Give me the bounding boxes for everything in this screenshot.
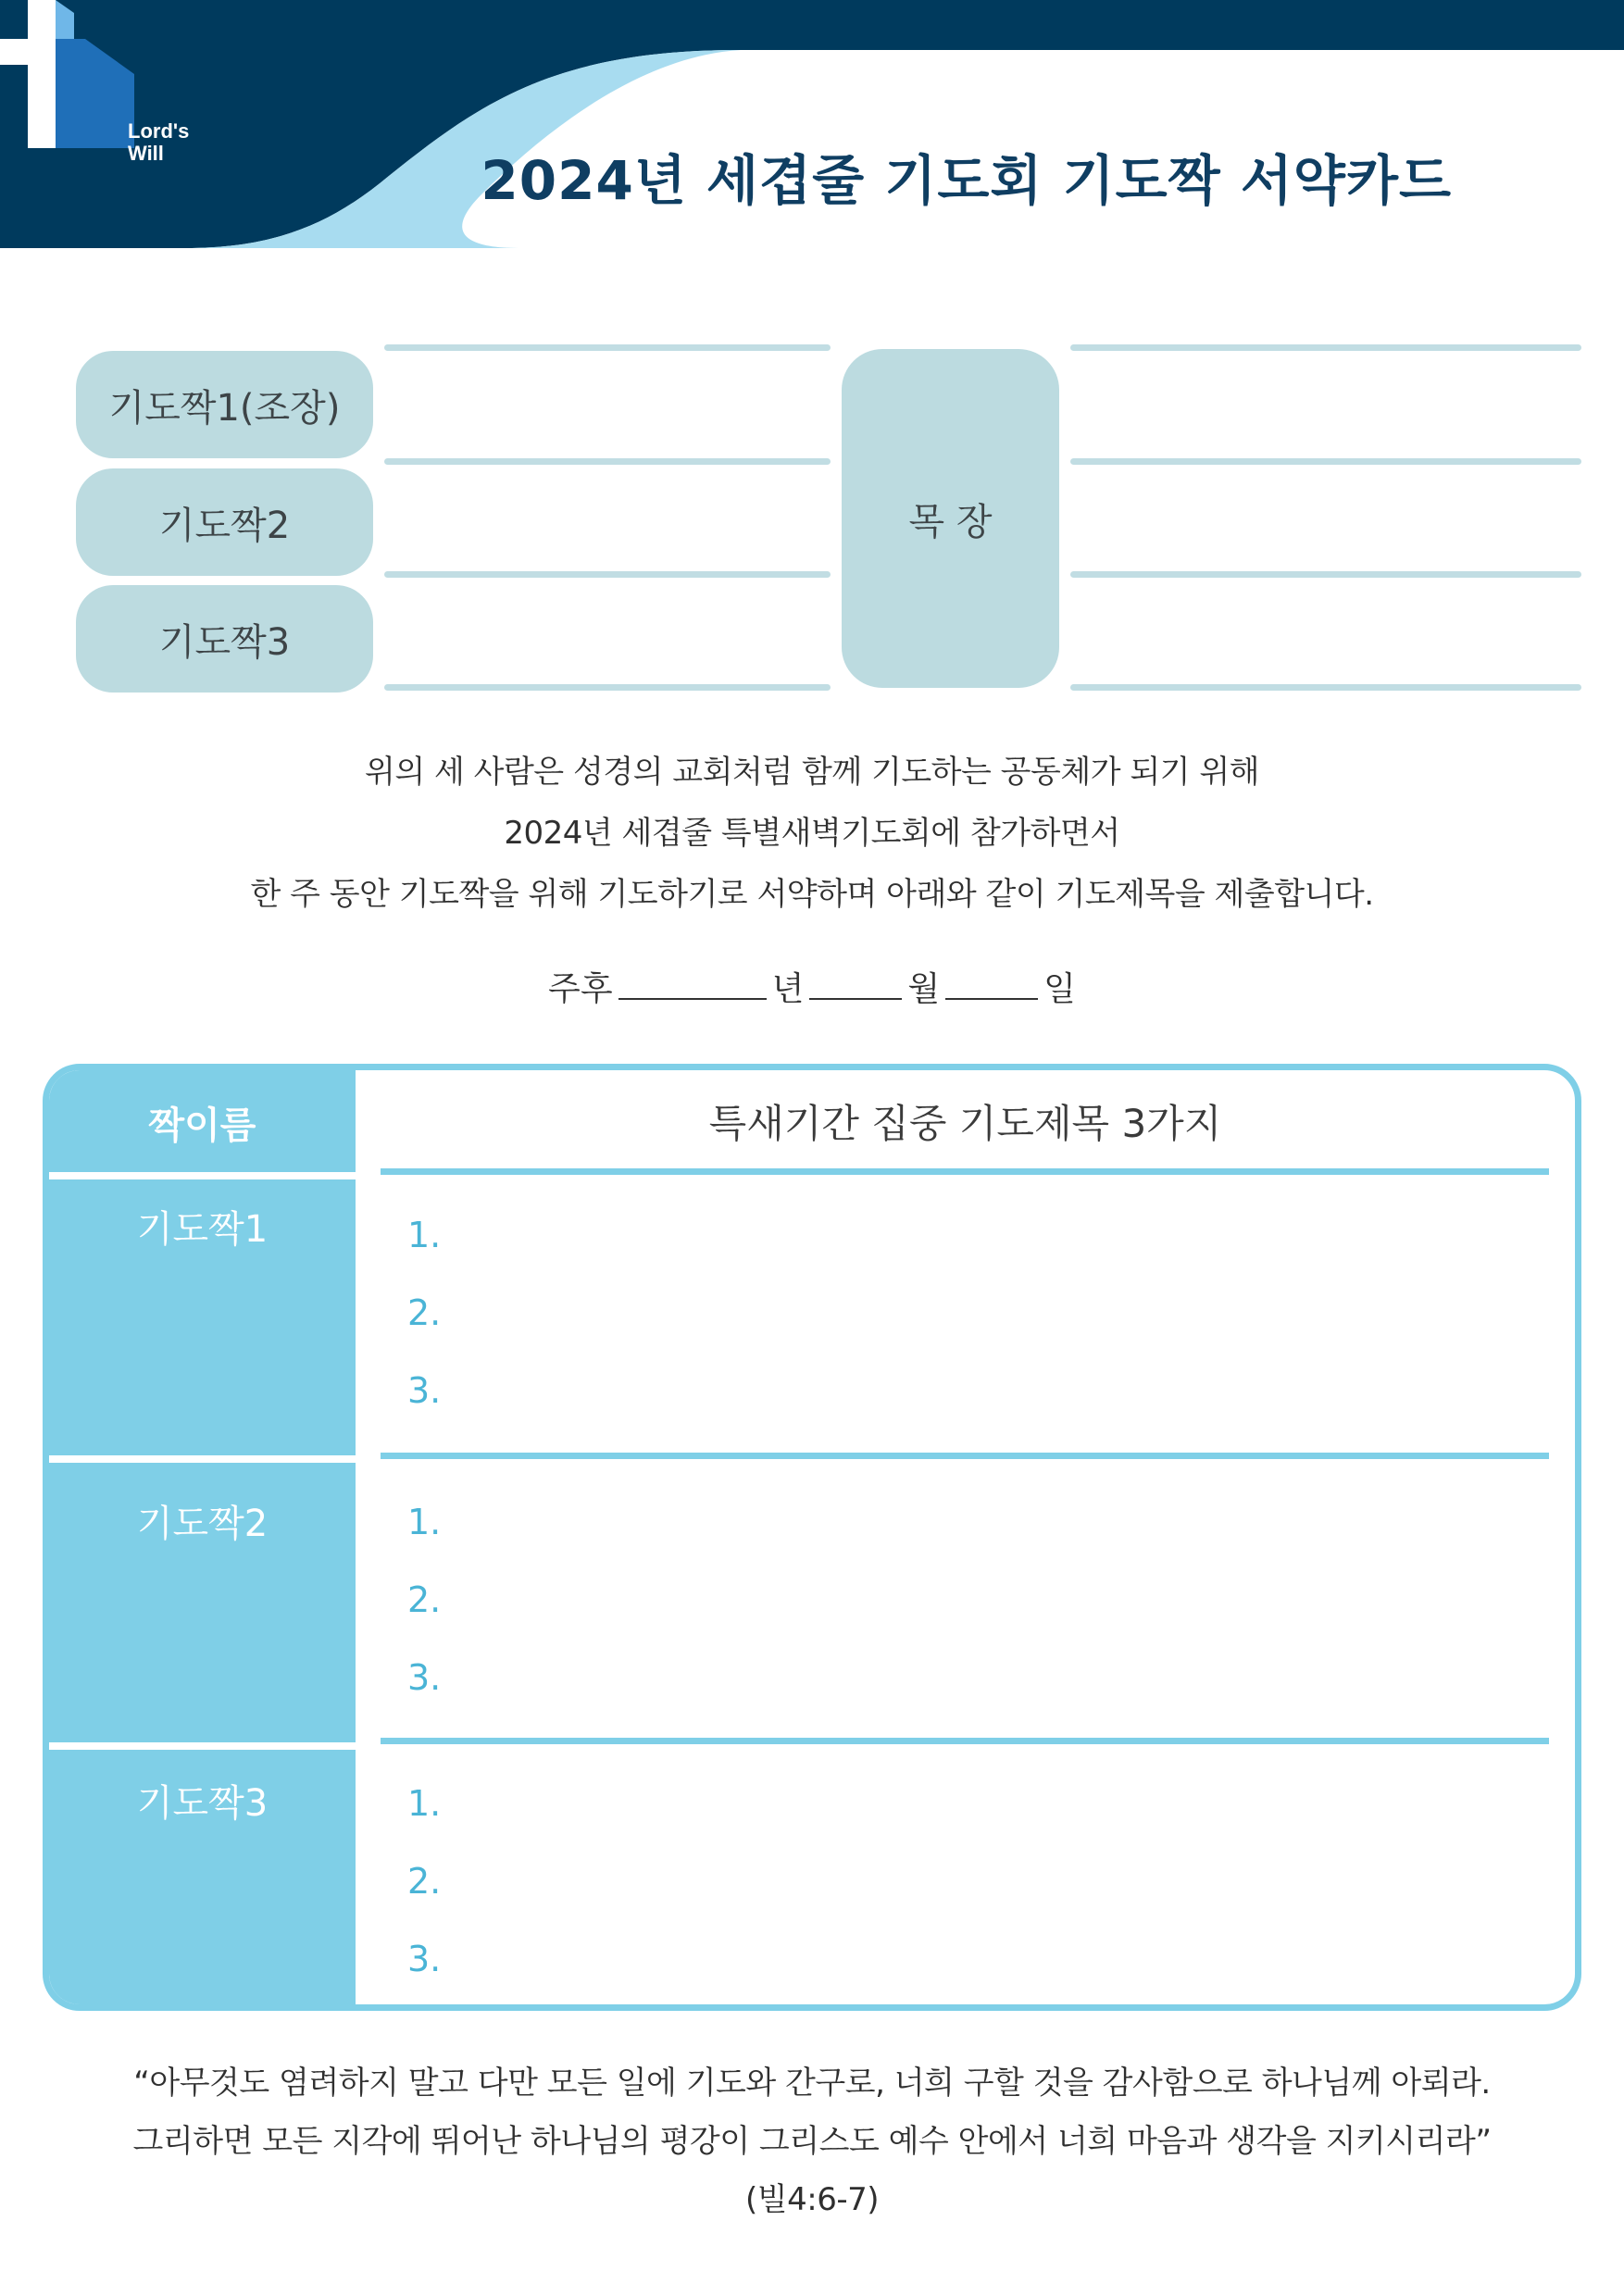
leader-name-line (1070, 458, 1581, 465)
leader-name-line (1070, 344, 1581, 351)
date-row (0, 963, 1624, 1010)
topic-number: 3. (407, 1657, 442, 1698)
topic-number: 2. (407, 1579, 442, 1620)
cross-logo-icon (0, 0, 139, 148)
partner3-label: 기도짝3 (76, 585, 373, 693)
date-month-label: 월 (907, 970, 941, 1008)
name-column-divider (49, 1172, 356, 1179)
header-banner (0, 0, 1624, 250)
scripture-quote-line-1: “아무것도 염려하지 말고 다만 모든 일에 기도와 간구로, 너희 구할 것을 감사함으로 하나님께 아뢰라. (133, 2065, 1491, 2102)
name-column-divider (49, 1742, 356, 1750)
logo-text-line1: Lord's (128, 119, 190, 143)
row-name-partner3: 기도짝3 (136, 1782, 269, 1825)
pledge-line-3: 한 주 동안 기도짝을 위해 기도하기로 서약하며 아래와 같이 기도제목을 제출합니다. (250, 876, 1374, 913)
pledge-line-2: 2024년 세겹줄 특별새벽기도회에 참가하면서 (504, 815, 1120, 852)
row-divider (381, 1453, 1549, 1459)
leader-label: 목 장 (842, 349, 1059, 688)
partner1-label: 기도짝1(조장) (76, 351, 373, 458)
topic-number: 1. (407, 1502, 442, 1542)
day-blank[interactable] (945, 998, 1038, 1000)
row-divider (381, 1738, 1549, 1744)
topic-column-header: 특새기간 집중 기도제목 3가지 (708, 1101, 1222, 1146)
topic-number: 1. (407, 1783, 442, 1824)
partner-name-line (384, 344, 831, 351)
name-column-divider (49, 1455, 356, 1463)
row-name-partner1: 기도짝1 (136, 1208, 269, 1251)
date-day-label: 일 (1043, 970, 1076, 1008)
scripture-reference: (빌4:6-7) (745, 2181, 879, 2218)
month-blank[interactable] (809, 998, 902, 1000)
topic-number: 3. (407, 1939, 442, 1979)
prayer-topic-table (43, 1064, 1581, 2011)
leader-name-line (1070, 571, 1581, 578)
year-blank[interactable] (618, 998, 767, 1000)
page-title: 2024년 세겹줄 기도회 기도짝 서약카드 (481, 149, 1452, 212)
pledge-line-1: 위의 세 사람은 성경의 교회처럼 함께 기도하는 공동체가 되기 위해 (364, 754, 1260, 791)
row-divider (381, 1168, 1549, 1175)
leader-name-line (1070, 684, 1581, 691)
partner-name-line (384, 458, 831, 465)
date-prefix: 주후 (548, 970, 613, 1008)
topic-number: 2. (407, 1861, 442, 1902)
logo-text-line2: Will (128, 142, 164, 165)
topic-number: 1. (407, 1215, 442, 1255)
partner2-label: 기도짝2 (76, 468, 373, 576)
row-name-partner2: 기도짝2 (136, 1503, 269, 1545)
name-column-header: 짝이름 (148, 1104, 256, 1147)
scripture-quote-line-2: 그리하면 모든 지각에 뛰어난 하나님의 평강이 그리스도 예수 안에서 너희 마음과 생각을 지키시리라” (132, 2123, 1492, 2160)
partner-name-line (384, 684, 831, 691)
logo-text (128, 120, 189, 165)
date-year-label: 년 (771, 970, 805, 1008)
topic-number: 3. (407, 1370, 442, 1411)
partner-name-line (384, 571, 831, 578)
topic-number: 2. (407, 1292, 442, 1333)
